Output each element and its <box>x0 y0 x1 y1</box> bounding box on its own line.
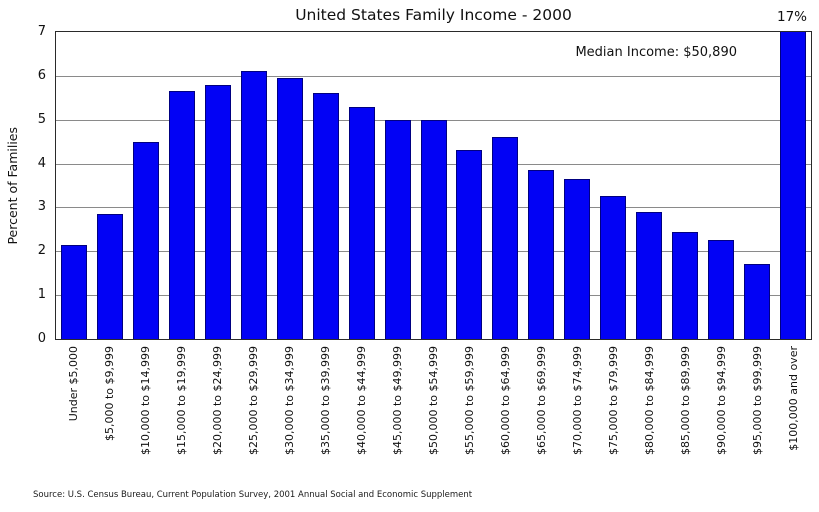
x-tick-slot-5 <box>235 346 271 455</box>
x-tick-slot-20 <box>776 346 812 455</box>
x-tick-label-9: $45,000 to $49,999 <box>390 346 404 456</box>
bar-15 <box>600 196 626 339</box>
plot-area <box>55 31 812 340</box>
x-tick-slot-17 <box>668 346 704 455</box>
bar-12 <box>492 137 518 339</box>
x-tick-slot-14 <box>560 346 596 455</box>
bar-slot-19 <box>739 264 775 339</box>
y-tick-label-3: 3 <box>37 199 46 214</box>
chart-title: United States Family Income - 2000 <box>295 6 572 24</box>
x-tick-slot-6 <box>271 346 307 455</box>
x-tick-slot-18 <box>704 346 740 455</box>
bar-slot-17 <box>667 232 703 339</box>
x-tick-slot-16 <box>632 346 668 455</box>
bar-slot-18 <box>703 240 739 339</box>
bar-slot-16 <box>631 212 667 339</box>
bars-container <box>56 32 811 339</box>
x-tick-slot-11 <box>452 346 488 455</box>
y-axis-label: Percent of Families <box>5 126 20 245</box>
x-tick-slot-3 <box>163 346 199 455</box>
bar-20 <box>780 32 806 339</box>
x-tick-label-8: $40,000 to $44,999 <box>354 346 368 456</box>
x-tick-slot-7 <box>307 346 343 455</box>
bar-slot-8 <box>344 107 380 339</box>
bar-5 <box>241 71 267 339</box>
x-tick-slot-10 <box>415 346 451 455</box>
bar-13 <box>528 170 554 339</box>
x-tick-label-6: $30,000 to $34,999 <box>282 346 296 456</box>
bar-9 <box>385 120 411 339</box>
median-income-annotation: Median Income: $50,890 <box>575 45 737 60</box>
bar-slot-9 <box>380 120 416 339</box>
x-tick-slot-4 <box>199 346 235 455</box>
x-tick-slot-12 <box>488 346 524 455</box>
bar-3 <box>169 91 195 339</box>
x-tick-label-0: Under $5,000 <box>66 346 80 422</box>
bar-0 <box>61 245 87 339</box>
bar-slot-5 <box>236 71 272 339</box>
bar-slot-15 <box>595 196 631 339</box>
y-tick-label-2: 2 <box>37 243 46 258</box>
x-tick-slot-9 <box>379 346 415 455</box>
x-tick-label-12: $60,000 to $64,999 <box>499 346 513 456</box>
bar-17 <box>672 232 698 339</box>
x-tick-label-10: $50,000 to $54,999 <box>426 346 440 456</box>
x-tick-label-5: $25,000 to $29,999 <box>246 346 260 456</box>
bar-slot-4 <box>200 85 236 339</box>
bar-19 <box>744 264 770 339</box>
x-tick-label-17: $85,000 to $89,999 <box>679 346 693 456</box>
bar-6 <box>277 78 303 339</box>
bar-slot-12 <box>487 137 523 339</box>
source-text: Source: U.S. Census Bureau, Current Population Survey, 2001 Annual Social and Economic Supplement <box>33 490 473 500</box>
clipped-bar-value-label: 17% <box>777 9 808 25</box>
x-tick-slot-19 <box>740 346 776 455</box>
x-tick-label-3: $15,000 to $19,999 <box>174 346 188 456</box>
y-tick-label-1: 1 <box>37 287 46 302</box>
bar-slot-7 <box>308 93 344 339</box>
bar-16 <box>636 212 662 339</box>
x-tick-slot-2 <box>127 346 163 455</box>
bar-1 <box>97 214 123 339</box>
bar-slot-3 <box>164 91 200 339</box>
bar-11 <box>456 150 482 339</box>
x-tick-slot-13 <box>524 346 560 455</box>
x-tick-slot-15 <box>596 346 632 455</box>
x-tick-labels <box>55 346 812 455</box>
bar-slot-11 <box>451 150 487 339</box>
bar-slot-0 <box>56 245 92 339</box>
x-tick-label-14: $70,000 to $74,999 <box>571 346 585 456</box>
bar-4 <box>205 85 231 339</box>
y-tick-label-7: 7 <box>37 24 46 39</box>
x-tick-label-13: $65,000 to $69,999 <box>535 346 549 456</box>
x-tick-label-2: $10,000 to $14,999 <box>138 346 152 456</box>
y-tick-label-5: 5 <box>37 112 46 127</box>
bar-2 <box>133 142 159 339</box>
bar-slot-10 <box>416 120 452 339</box>
x-tick-label-1: $5,000 to $9,999 <box>102 346 116 442</box>
x-tick-slot-8 <box>343 346 379 455</box>
y-tick-label-6: 6 <box>37 68 46 83</box>
x-tick-label-11: $55,000 to $59,999 <box>463 346 477 456</box>
bar-slot-2 <box>128 142 164 339</box>
bar-slot-20 <box>775 32 811 339</box>
bar-8 <box>349 107 375 339</box>
y-tick-label-4: 4 <box>37 156 46 171</box>
x-tick-label-15: $75,000 to $79,999 <box>607 346 621 456</box>
x-tick-label-18: $90,000 to $94,999 <box>715 346 729 456</box>
x-tick-slot-0 <box>55 346 91 455</box>
x-tick-slot-1 <box>91 346 127 455</box>
bar-14 <box>564 179 590 339</box>
x-tick-label-19: $95,000 to $99,999 <box>751 346 765 456</box>
x-tick-label-7: $35,000 to $39,999 <box>318 346 332 456</box>
x-tick-label-4: $20,000 to $24,999 <box>210 346 224 456</box>
x-tick-label-16: $80,000 to $84,999 <box>643 346 657 456</box>
x-tick-label-20: $100,000 and over <box>787 346 801 451</box>
bar-slot-13 <box>523 170 559 339</box>
y-tick-label-0: 0 <box>37 331 46 346</box>
bar-slot-6 <box>272 78 308 339</box>
bar-slot-14 <box>559 179 595 339</box>
bar-7 <box>313 93 339 339</box>
bar-10 <box>421 120 447 339</box>
bar-slot-1 <box>92 214 128 339</box>
bar-18 <box>708 240 734 339</box>
